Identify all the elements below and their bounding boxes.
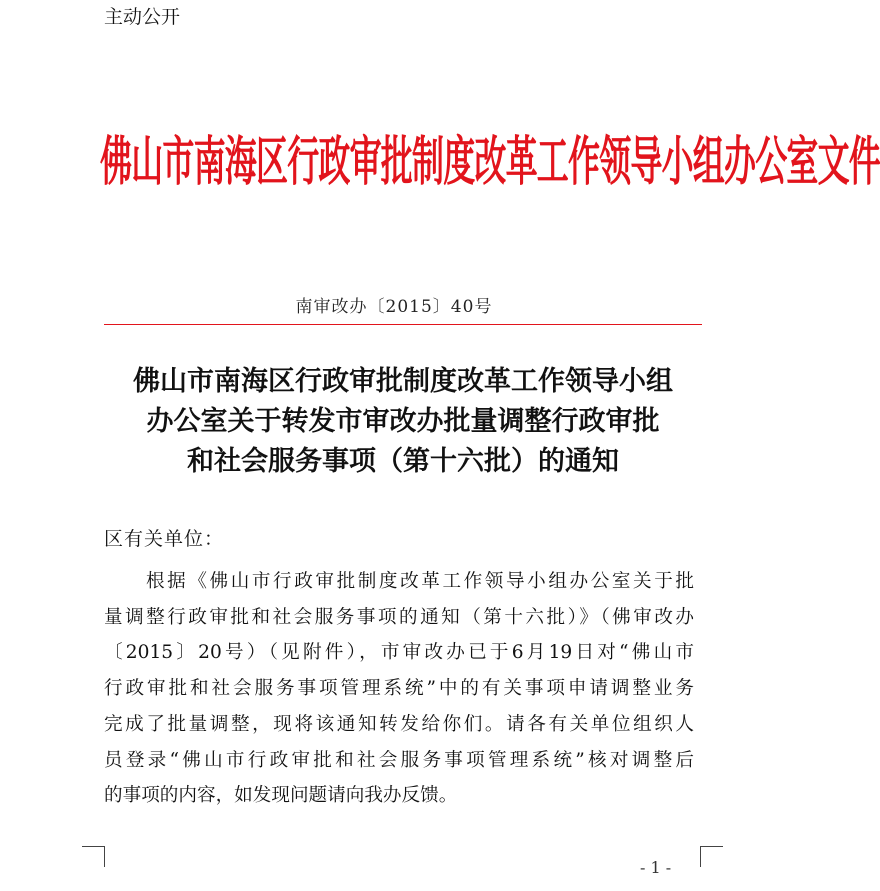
page-number: - 1 - bbox=[640, 858, 672, 877]
title-line: 办公室关于转发市审改办批量调整行政审批 bbox=[146, 406, 660, 437]
salutation: 区有关单位： bbox=[104, 528, 225, 550]
title-line: 和社会服务事项（第十六批）的通知 bbox=[187, 446, 619, 477]
body-line: 的事项的内容，如发现问题请向我办反馈。 bbox=[104, 785, 458, 807]
body-paragraph bbox=[104, 564, 702, 814]
disclosure-label: 主动公开 bbox=[104, 6, 181, 28]
title-line: 佛山市南海区行政审批制度改革工作领导小组 bbox=[133, 366, 673, 397]
document-title bbox=[104, 362, 702, 482]
body-line: 量调整行政审批和社会服务事项的通知（第十六批）》（佛审改办 bbox=[104, 606, 694, 628]
body-line: 根据《佛山市行政审批制度改革工作领导小组办公室关于批 bbox=[146, 571, 694, 592]
red-separator-line bbox=[104, 324, 702, 325]
crop-mark-left bbox=[82, 846, 105, 867]
crop-mark-right bbox=[700, 846, 723, 867]
document-number: 南审改办〔2015〕40号 bbox=[295, 297, 493, 317]
body-line: 完成了批量调整，现将该通知转发给你们。请各有关单位组织人 bbox=[104, 713, 694, 735]
issuing-authority-header: 佛山市南海区行政审批制度改革工作领导小组办公室文件 bbox=[100, 130, 880, 193]
body-line: 员登录“佛山市行政审批和社会服务事项管理系统”核对调整后 bbox=[104, 749, 694, 771]
body-line: 〔2015〕20号）（见附件），市审改办已于6月19日对“佛山市 bbox=[104, 642, 694, 664]
body-line: 行政审批和社会服务事项管理系统”中的有关事项申请调整业务 bbox=[104, 678, 694, 700]
